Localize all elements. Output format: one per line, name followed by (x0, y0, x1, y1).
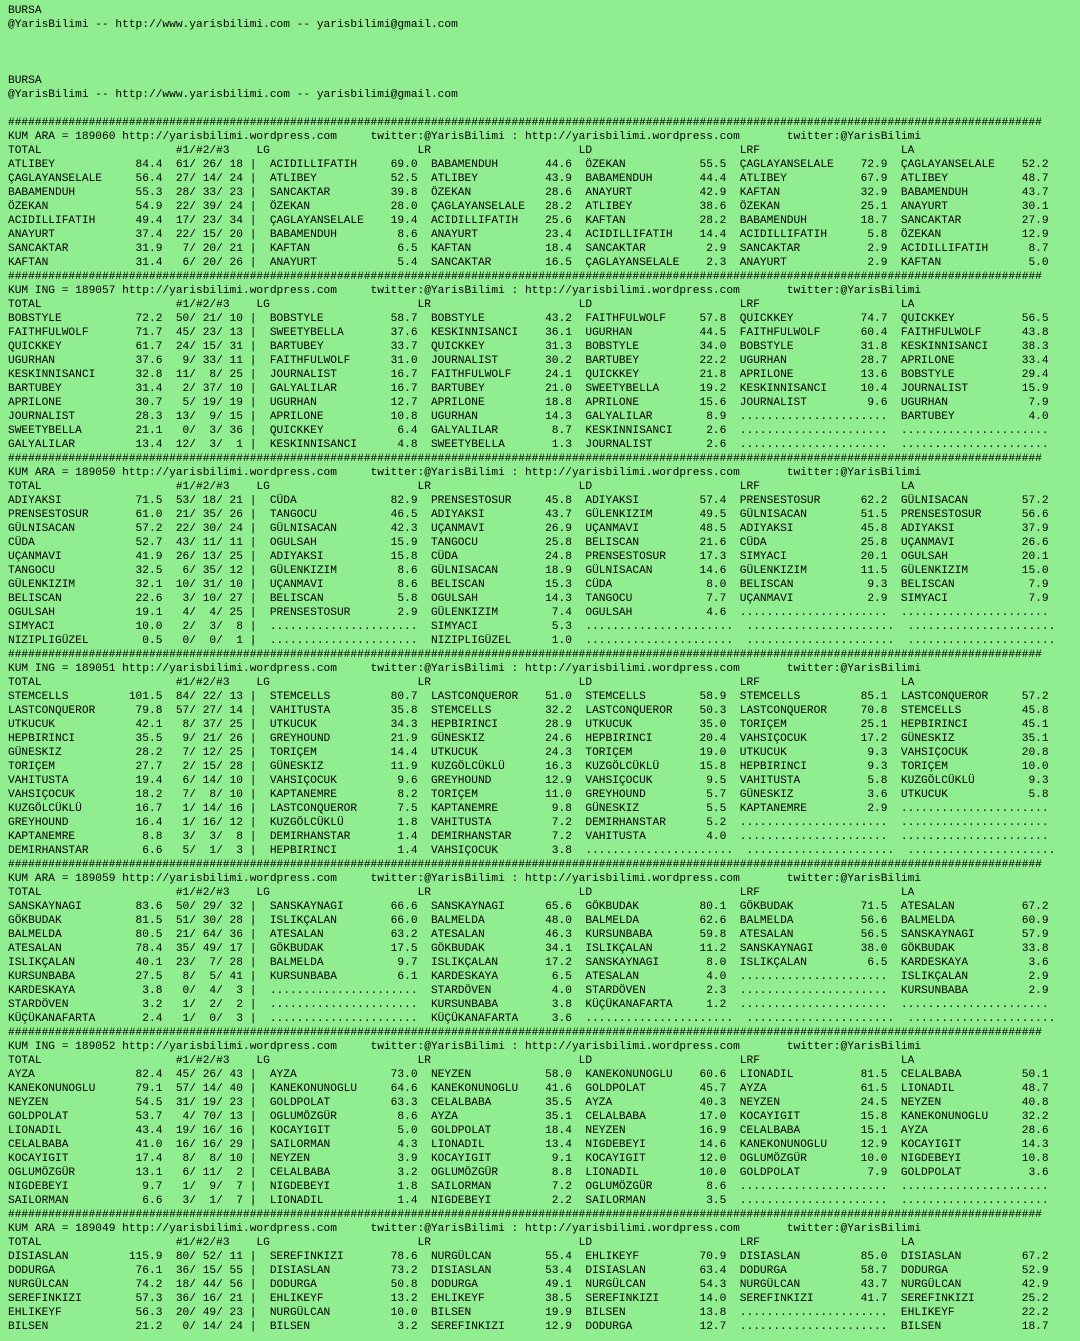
table-row: EHLIKEYF 56.3 20/ 49/ 23 | NURGÜLCAN 10.0 BILSEN 19.9 BILSEN 13.8 ...................... EHLIKEYF 22.2 (8, 1307, 1049, 1319)
table-row: GOLDPOLAT 53.7 4/ 70/ 13 | OGLUMÖZGÜR 8.6 AYZA 35.1 CELALBABA 17.0 KOCAYIGIT 15.8 KANEKONUNOGLU 32.2 (8, 1111, 1049, 1123)
table-row: UTKUCUK 42.1 8/ 37/ 25 | UTKUCUK 34.3 HEPBIRINCI 28.9 UTKUCUK 35.0 TORIÇEM 25.1 HEPBIRINCI 45.1 (8, 719, 1049, 731)
table-row: STEMCELLS 101.5 84/ 22/ 13 | STEMCELLS 80.7 LASTCONQUEROR 51.0 STEMCELLS 58.9 STEMCELLS 85.1 LASTCONQUEROR 57.2 (8, 691, 1049, 703)
race-header-line: KUM ARA = 189049 http://yarisbilimi.wordpress.com twitter:@YarisBilimi : http://yarisbilimi.wordpress.com twitter:@YarisBilimi (8, 1223, 922, 1235)
table-row: SEREFINKIZI 57.3 36/ 16/ 21 | EHLIKEYF 13.2 EHLIKEYF 38.5 SEREFINKIZI 14.0 SEREFINKIZI 41.7 SEREFINKIZI 25.2 (8, 1293, 1049, 1305)
table-row: BELISCAN 22.6 3/ 10/ 27 | BELISCAN 5.8 OGULSAH 14.3 TANGOCU 7.7 UÇANMAVI 2.9 SIMYACI 7.9 (8, 593, 1049, 605)
table-row: CELALBABA 41.0 16/ 16/ 29 | SAILORMAN 4.3 LIONADIL 13.4 NIGDEBEYI 14.6 KANEKONUNOGLU 12.9 KOCAYIGIT 14.3 (8, 1139, 1049, 1151)
table-row: TORIÇEM 27.7 2/ 15/ 28 | GÜNESKIZ 11.9 KUZGÖLCÜKLÜ 16.3 KUZGÖLCÜKLÜ 15.8 HEPBIRINCI 9.3 TORIÇEM 10.0 (8, 761, 1049, 773)
table-row: UÇANMAVI 41.9 26/ 13/ 25 | ADIYAKSI 15.8 CÜDA 24.8 PRENSESTOSUR 17.3 SIMYACI 20.1 OGULSAH 20.1 (8, 551, 1049, 563)
table-row: DODURGA 76.1 36/ 15/ 55 | DISIASLAN 73.2 DISIASLAN 53.4 DISIASLAN 63.4 DODURGA 58.7 DODURGA 52.9 (8, 1265, 1049, 1277)
separator-line: ########################################################################################################################################################## (8, 271, 1042, 283)
table-row: KOCAYIGIT 17.4 8/ 8/ 10 | NEYZEN 3.9 KOCAYIGIT 9.1 KOCAYIGIT 12.0 OGLUMÖZGÜR 10.0 NIGDEBEYI 10.8 (8, 1153, 1049, 1165)
table-row: ANAYURT 37.4 22/ 15/ 20 | BABAMENDUH 8.6 ANAYURT 23.4 ACIDILLIFATIH 14.4 ACIDILLIFATIH 5.8 ÖZEKAN 12.9 (8, 229, 1049, 241)
table-row: JOURNALIST 28.3 13/ 9/ 15 | APRILONE 10.8 UGURHAN 14.3 GALYALILAR 8.9 ...................... BARTUBEY 4.0 (8, 411, 1049, 423)
table-row: HEPBIRINCI 35.5 9/ 21/ 26 | GREYHOUND 21.9 GÜNESKIZ 24.6 HEPBIRINCI 20.4 VAHSIÇOCUK 17.2 GÜNESKIZ 35.1 (8, 733, 1049, 745)
table-row: KAPTANEMRE 8.8 3/ 3/ 8 | DEMIRHANSTAR 1.4 DEMIRHANSTAR 7.2 VAHITUSTA 4.0 ...................... ...................... (8, 831, 1049, 843)
contact-line: @YarisBilimi -- http://www.yarisbilimi.com -- yarisbilimi@gmail.com (8, 19, 458, 31)
table-row: KÜÇÜKANAFARTA 2.4 1/ 0/ 3 | ...................... KÜÇÜKANAFARTA 3.6 ...................... ...................... ...................... (8, 1013, 1056, 1025)
table-row: KESKINNISANCI 32.8 11/ 8/ 25 | JOURNALIST 16.7 FAITHFULWOLF 24.1 QUICKKEY 21.8 APRILONE 13.6 BOBSTYLE 29.4 (8, 369, 1049, 381)
table-row: GREYHOUND 16.4 1/ 16/ 12 | KUZGÖLCÜKLÜ 1.8 VAHITUSTA 7.2 DEMIRHANSTAR 5.2 ...................... ...................... (8, 817, 1049, 829)
race-header-line: KUM ING = 189057 http://yarisbilimi.wordpress.com twitter:@YarisBilimi : http://yarisbilimi.wordpress.com twitter:@YarisBilimi (8, 285, 922, 297)
table-row: GÜLNISACAN 57.2 22/ 30/ 24 | GÜLNISACAN 42.3 UÇANMAVI 26.9 UÇANMAVI 48.5 ADIYAKSI 45.8 ADIYAKSI 37.9 (8, 523, 1049, 535)
table-row: GALYALILAR 13.4 12/ 3/ 1 | KESKINNISANCI 4.8 SWEETYBELLA 1.3 JOURNALIST 2.6 ...................... ...................... (8, 439, 1049, 451)
table-row: ÇAGLAYANSELALE 56.4 27/ 14/ 24 | ATLIBEY 52.5 ATLIBEY 43.9 BABAMENDUH 44.4 ATLIBEY 67.9 ATLIBEY 48.7 (8, 173, 1049, 185)
table-row: QUICKKEY 61.7 24/ 15/ 31 | BARTUBEY 33.7 QUICKKEY 31.3 BOBSTYLE 34.0 BOBSTYLE 31.8 KESKINNISANCI 38.3 (8, 341, 1049, 353)
table-row: ATLIBEY 84.4 61/ 26/ 18 | ACIDILLIFATIH 69.0 BABAMENDUH 44.6 ÖZEKAN 55.5 ÇAGLAYANSELALE 72.9 ÇAGLAYANSELALE 52.2 (8, 159, 1049, 171)
separator-line: ########################################################################################################################################################## (8, 1209, 1042, 1221)
table-row: GÜLENKIZIM 32.1 10/ 31/ 10 | UÇANMAVI 8.6 BELISCAN 15.3 CÜDA 8.0 BELISCAN 9.3 BELISCAN 7.9 (8, 579, 1049, 591)
table-row: UGURHAN 37.6 9/ 33/ 11 | FAITHFULWOLF 31.0 JOURNALIST 30.2 BARTUBEY 22.2 UGURHAN 28.7 APRILONE 33.4 (8, 355, 1049, 367)
column-header-line: TOTAL #1/#2/#3 LG LR LD LRF LA (8, 145, 915, 157)
table-row: LIONADIL 43.4 19/ 16/ 16 | KOCAYIGIT 5.0 GOLDPOLAT 18.4 NEYZEN 16.9 CELALBABA 15.1 AYZA 28.6 (8, 1125, 1049, 1137)
table-row: KANEKONUNOGLU 79.1 57/ 14/ 40 | KANEKONUNOGLU 64.6 KANEKONUNOGLU 41.6 GOLDPOLAT 45.7 AYZA 61.5 LIONADIL 48.7 (8, 1083, 1049, 1095)
separator-line: ########################################################################################################################################################## (8, 649, 1042, 661)
table-row: KURSUNBABA 27.5 8/ 5/ 41 | KURSUNBABA 6.1 KARDESKAYA 6.5 ATESALAN 4.0 ...................... ISLIKÇALAN 2.9 (8, 971, 1049, 983)
column-header-line: TOTAL #1/#2/#3 LG LR LD LRF LA (8, 887, 915, 899)
table-row: NIGDEBEYI 9.7 1/ 9/ 7 | NIGDEBEYI 1.8 SAILORMAN 7.2 OGLUMÖZGÜR 8.6 ...................... ...................... (8, 1181, 1049, 1193)
table-row: VAHSIÇOCUK 18.2 7/ 8/ 10 | KAPTANEMRE 8.2 TORIÇEM 11.0 GREYHOUND 5.7 GÜNESKIZ 3.6 UTKUCUK 5.8 (8, 789, 1049, 801)
table-row: SANCAKTAR 31.9 7/ 20/ 21 | KAFTAN 6.5 KAFTAN 18.4 SANCAKTAR 2.9 SANCAKTAR 2.9 ACIDILLIFATIH 8.7 (8, 243, 1049, 255)
separator-line: ########################################################################################################################################################## (8, 859, 1042, 871)
table-row: STARDÖVEN 3.2 1/ 2/ 2 | ...................... KURSUNBABA 3.8 KÜÇÜKANAFARTA 1.2 ...................... ...................... (8, 999, 1049, 1011)
table-row: DISIASLAN 115.9 80/ 52/ 11 | SEREFINKIZI 78.6 NURGÜLCAN 55.4 EHLIKEYF 70.9 DISIASLAN 85.0 DISIASLAN 67.2 (8, 1251, 1049, 1263)
table-row: VAHITUSTA 19.4 6/ 14/ 10 | VAHSIÇOCUK 9.6 GREYHOUND 12.9 VAHSIÇOCUK 9.5 VAHITUSTA 5.8 KUZGÖLCÜKLÜ 9.3 (8, 775, 1049, 787)
table-row: NIZIPLIGÜZEL 0.5 0/ 0/ 1 | ...................... NIZIPLIGÜZEL 1.0 ...................... ...................... ...................... (8, 635, 1056, 647)
table-row: BOBSTYLE 72.2 50/ 21/ 10 | BOBSTYLE 58.7 BOBSTYLE 43.2 FAITHFULWOLF 57.8 QUICKKEY 74.7 QUICKKEY 56.5 (8, 313, 1049, 325)
table-row: KAFTAN 31.4 6/ 20/ 26 | ANAYURT 5.4 SANCAKTAR 16.5 ÇAGLAYANSELALE 2.3 ANAYURT 2.9 KAFTAN 5.0 (8, 257, 1049, 269)
table-row: BABAMENDUH 55.3 28/ 33/ 23 | SANCAKTAR 39.8 ÖZEKAN 28.6 ANAYURT 42.9 KAFTAN 32.9 BABAMENDUH 43.7 (8, 187, 1049, 199)
table-row: ÖZEKAN 54.9 22/ 39/ 24 | ÖZEKAN 28.0 ÇAGLAYANSELALE 28.2 ATLIBEY 38.6 ÖZEKAN 25.1 ANAYURT 30.1 (8, 201, 1049, 213)
table-row: SANSKAYNAGI 83.6 50/ 29/ 32 | SANSKAYNAGI 66.6 SANSKAYNAGI 65.6 GÖKBUDAK 80.1 GÖKBUDAK 71.5 ATESALAN 67.2 (8, 901, 1049, 913)
table-row: NURGÜLCAN 74.2 18/ 44/ 56 | DODURGA 50.8 DODURGA 49.1 NURGÜLCAN 54.3 NURGÜLCAN 43.7 NURGÜLCAN 42.9 (8, 1279, 1049, 1291)
table-row: ACIDILLIFATIH 49.4 17/ 23/ 34 | ÇAGLAYANSELALE 19.4 ACIDILLIFATIH 25.6 KAFTAN 28.2 BABAMENDUH 18.7 SANCAKTAR 27.9 (8, 215, 1049, 227)
column-header-line: TOTAL #1/#2/#3 LG LR LD LRF LA (8, 481, 915, 493)
table-row: PRENSESTOSUR 61.0 21/ 35/ 26 | TANGOCU 46.5 ADIYAKSI 43.7 GÜLENKIZIM 49.5 GÜLNISACAN 51.5 PRENSESTOSUR 56.6 (8, 509, 1049, 521)
table-row: OGULSAH 19.1 4/ 4/ 25 | PRENSESTOSUR 2.9 GÜLENKIZIM 7.4 OGULSAH 4.6 ...................... ...................... (8, 607, 1049, 619)
table-row: TANGOCU 32.5 6/ 35/ 12 | GÜLENKIZIM 8.6 GÜLNISACAN 18.9 GÜLNISACAN 14.6 GÜLENKIZIM 11.5 GÜLENKIZIM 15.0 (8, 565, 1049, 577)
table-row: ATESALAN 78.4 35/ 49/ 17 | GÖKBUDAK 17.5 GÖKBUDAK 34.1 ISLIKÇALAN 11.2 SANSKAYNAGI 38.0 GÖKBUDAK 33.8 (8, 943, 1049, 955)
table-row: FAITHFULWOLF 71.7 45/ 23/ 13 | SWEETYBELLA 37.6 KESKINNISANCI 36.1 UGURHAN 44.5 FAITHFULWOLF 60.4 FAITHFULWOLF 43.8 (8, 327, 1049, 339)
city-title: BURSA (8, 5, 42, 17)
column-header-line: TOTAL #1/#2/#3 LG LR LD LRF LA (8, 299, 915, 311)
table-row: DEMIRHANSTAR 6.6 5/ 1/ 3 | HEPBIRINCI 1.4 VAHSIÇOCUK 3.8 ...................... ...................... ...................... (8, 845, 1056, 857)
contact-line: @YarisBilimi -- http://www.yarisbilimi.com -- yarisbilimi@gmail.com (8, 89, 458, 101)
table-row: BILSEN 21.2 0/ 14/ 24 | BILSEN 3.2 SEREFINKIZI 12.9 DODURGA 12.7 ...................... BILSEN 18.7 (8, 1321, 1049, 1333)
table-row: BARTUBEY 31.4 2/ 37/ 10 | GALYALILAR 16.7 BARTUBEY 21.0 SWEETYBELLA 19.2 KESKINNISANCI 10.4 JOURNALIST 15.9 (8, 383, 1049, 395)
separator-line: ########################################################################################################################################################## (8, 117, 1042, 129)
table-row: SWEETYBELLA 21.1 0/ 3/ 36 | QUICKKEY 6.4 GALYALILAR 8.7 KESKINNISANCI 2.6 ...................... ...................... (8, 425, 1049, 437)
column-header-line: TOTAL #1/#2/#3 LG LR LD LRF LA (8, 1237, 915, 1249)
table-row: LASTCONQUEROR 79.8 57/ 27/ 14 | VAHITUSTA 35.8 STEMCELLS 32.2 LASTCONQUEROR 50.3 LASTCONQUEROR 70.8 STEMCELLS 45.8 (8, 705, 1049, 717)
race-header-line: KUM ARA = 189060 http://yarisbilimi.wordpress.com twitter:@YarisBilimi : http://yarisbilimi.wordpress.com twitter:@YarisBilimi (8, 131, 922, 143)
race-header-line: KUM ARA = 189050 http://yarisbilimi.wordpress.com twitter:@YarisBilimi : http://yarisbilimi.wordpress.com twitter:@YarisBilimi (8, 467, 922, 479)
table-row: CÜDA 52.7 43/ 11/ 11 | OGULSAH 15.9 TANGOCU 25.8 BELISCAN 21.6 CÜDA 25.8 UÇANMAVI 26.6 (8, 537, 1049, 549)
table-row: NEYZEN 54.5 31/ 19/ 23 | GOLDPOLAT 63.3 CELALBABA 35.5 AYZA 40.3 NEYZEN 24.5 NEYZEN 40.8 (8, 1097, 1049, 1109)
table-row: GÜNESKIZ 28.2 7/ 12/ 25 | TORIÇEM 14.4 UTKUCUK 24.3 TORIÇEM 19.0 UTKUCUK 9.3 VAHSIÇOCUK 20.8 (8, 747, 1049, 759)
race-header-line: KUM ING = 189051 http://yarisbilimi.wordpress.com twitter:@YarisBilimi : http://yarisbilimi.wordpress.com twitter:@YarisBilimi (8, 663, 922, 675)
column-header-line: TOTAL #1/#2/#3 LG LR LD LRF LA (8, 677, 915, 689)
table-row: ISLIKÇALAN 40.1 23/ 7/ 28 | BALMELDA 9.7 ISLIKÇALAN 17.2 SANSKAYNAGI 8.0 ISLIKÇALAN 6.5 KARDESKAYA 3.6 (8, 957, 1049, 969)
city-title: BURSA (8, 75, 42, 87)
table-row: SAILORMAN 6.6 3/ 1/ 7 | LIONADIL 1.4 NIGDEBEYI 2.2 SAILORMAN 3.5 ...................... ...................... (8, 1195, 1049, 1207)
table-row: BALMELDA 80.5 21/ 64/ 36 | ATESALAN 63.2 ATESALAN 46.3 KURSUNBABA 59.8 ATESALAN 56.5 SANSKAYNAGI 57.9 (8, 929, 1049, 941)
race-header-line: KUM ING = 189052 http://yarisbilimi.wordpress.com twitter:@YarisBilimi : http://yarisbilimi.wordpress.com twitter:@YarisBilimi (8, 1041, 922, 1053)
column-header-line: TOTAL #1/#2/#3 LG LR LD LRF LA (8, 1055, 915, 1067)
separator-line: ########################################################################################################################################################## (8, 453, 1042, 465)
table-row: KUZGÖLCÜKLÜ 16.7 1/ 14/ 16 | LASTCONQUEROR 7.5 KAPTANEMRE 9.8 GÜNESKIZ 5.5 KAPTANEMRE 2.9 ...................... (8, 803, 1049, 815)
table-row: AYZA 82.4 45/ 26/ 43 | AYZA 73.0 NEYZEN 58.0 KANEKONUNOGLU 60.6 LIONADIL 81.5 CELALBABA 50.1 (8, 1069, 1049, 1081)
race-header-line: KUM ARA = 189059 http://yarisbilimi.wordpress.com twitter:@YarisBilimi : http://yarisbilimi.wordpress.com twitter:@YarisBilimi (8, 873, 922, 885)
table-row: APRILONE 30.7 5/ 19/ 19 | UGURHAN 12.7 APRILONE 18.8 APRILONE 15.6 JOURNALIST 9.6 UGURHAN 7.9 (8, 397, 1049, 409)
separator-line: ########################################################################################################################################################## (8, 1027, 1042, 1039)
table-row: GÖKBUDAK 81.5 51/ 30/ 28 | ISLIKÇALAN 66.0 BALMELDA 48.0 BALMELDA 62.6 BALMELDA 56.6 BALMELDA 60.9 (8, 915, 1049, 927)
table-row: KARDESKAYA 3.8 0/ 4/ 3 | ...................... STARDÖVEN 4.0 STARDÖVEN 2.3 ...................... KURSUNBABA 2.9 (8, 985, 1049, 997)
table-row: ADIYAKSI 71.5 53/ 18/ 21 | CÜDA 82.9 PRENSESTOSUR 45.8 ADIYAKSI 57.4 PRENSESTOSUR 62.2 GÜLNISACAN 57.2 (8, 495, 1049, 507)
table-row: OGLUMÖZGÜR 13.1 6/ 11/ 2 | CELALBABA 3.2 OGLUMÖZGÜR 8.8 LIONADIL 10.0 GOLDPOLAT 7.9 GOLDPOLAT 3.6 (8, 1167, 1049, 1179)
table-row: SIMYACI 10.0 2/ 3/ 8 | ...................... SIMYACI 5.3 ...................... ...................... ...................... (8, 621, 1056, 633)
